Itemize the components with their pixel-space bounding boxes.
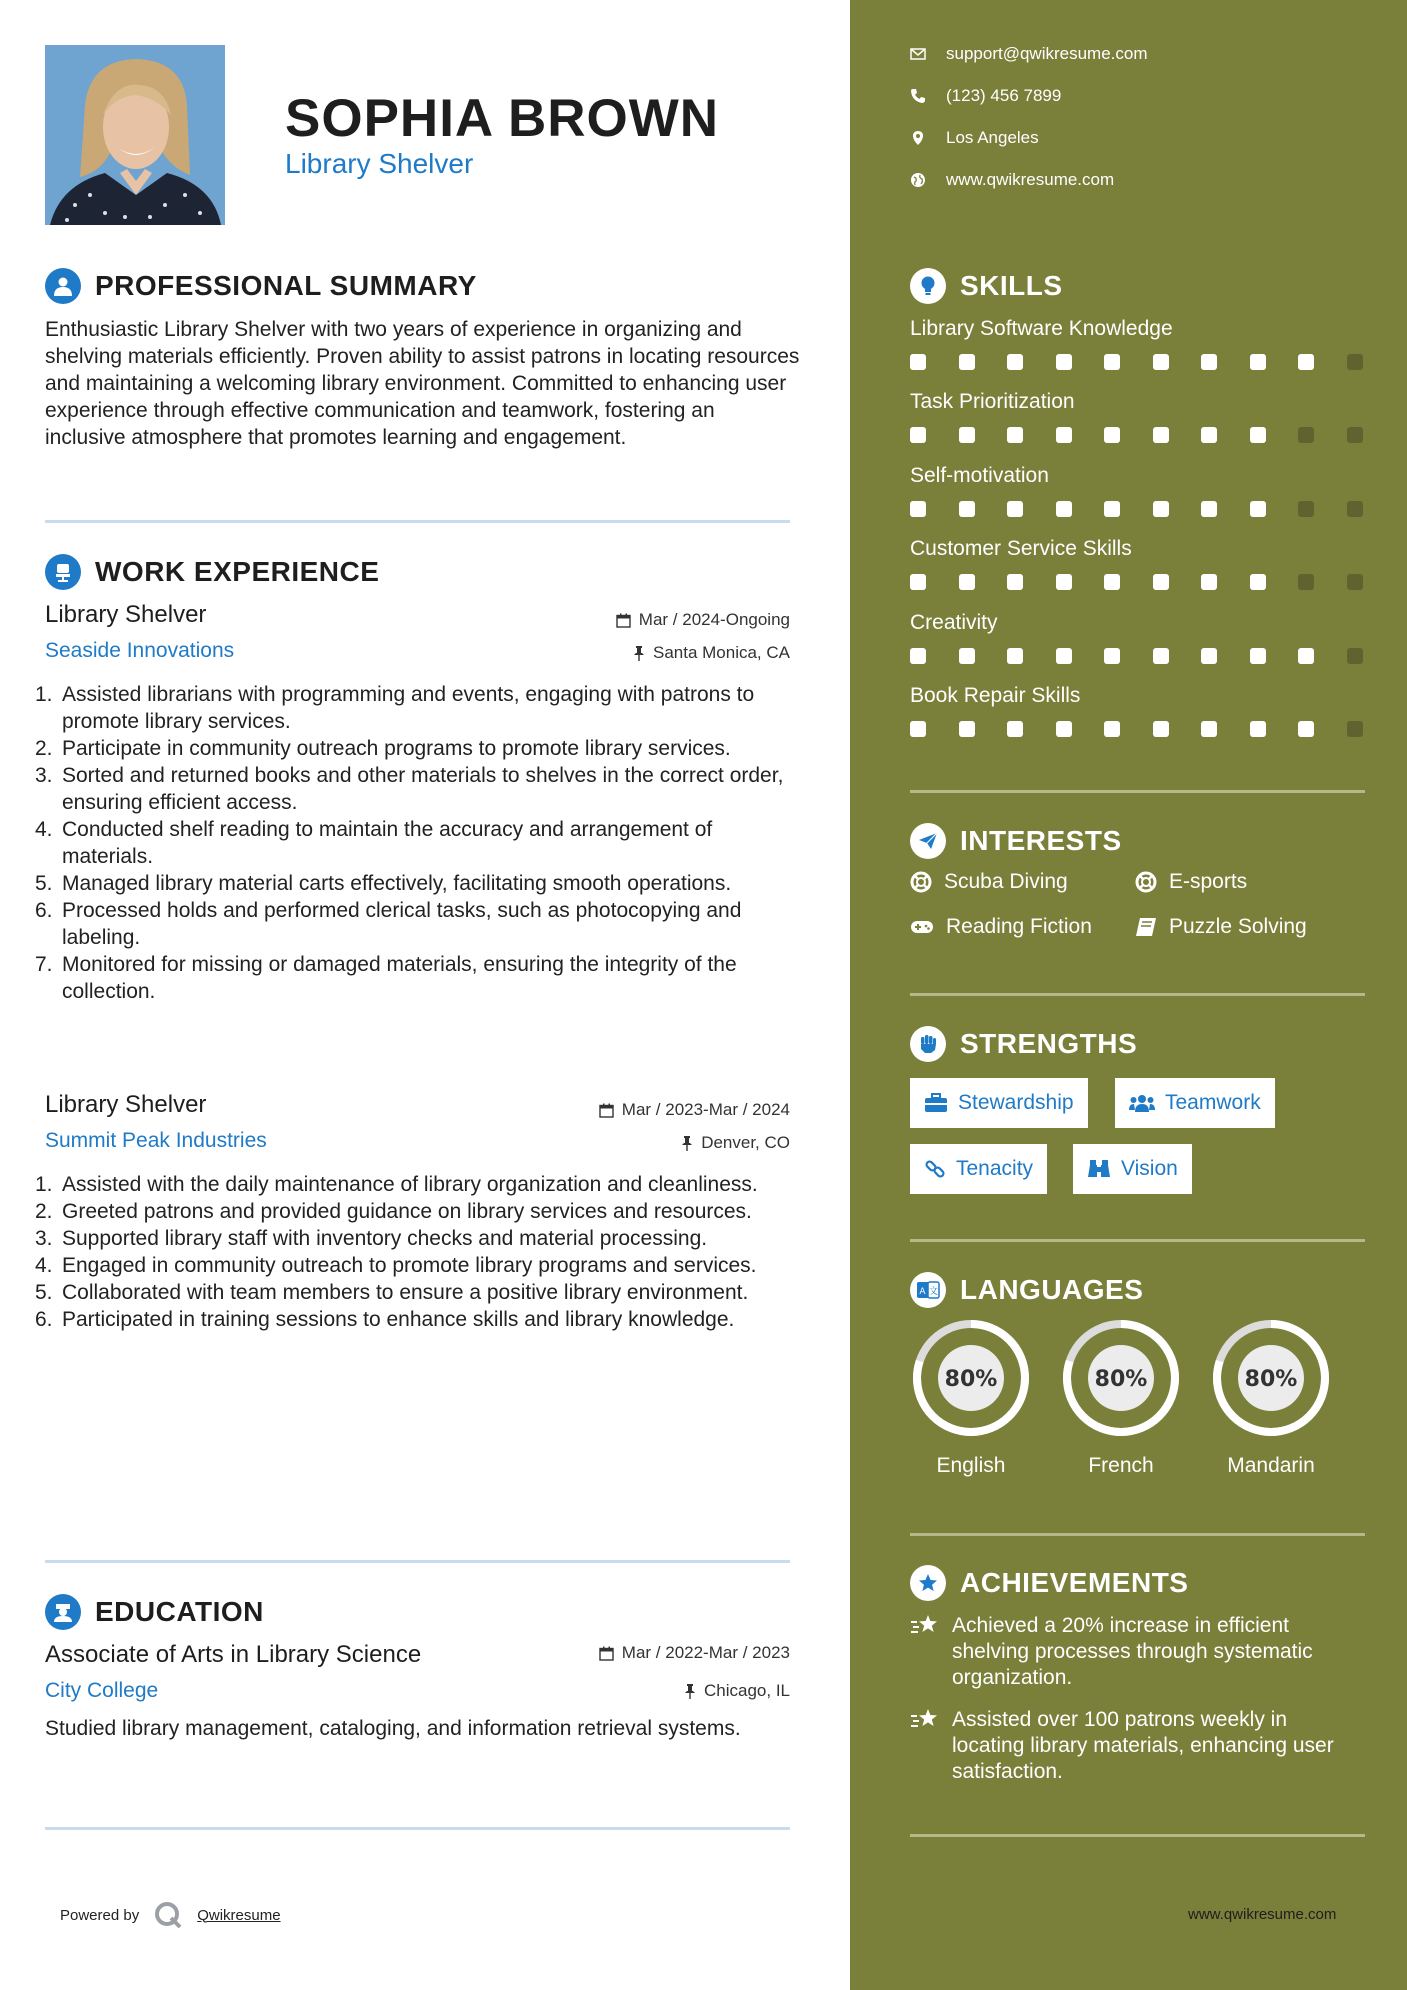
gamepad-icon <box>910 918 934 936</box>
skill-dot-filled <box>1153 501 1169 517</box>
language-name: French <box>1088 1454 1154 1477</box>
contact-phone-text: (123) 456 7899 <box>946 86 1062 105</box>
skill-dot-filled <box>959 427 975 443</box>
skill-dot-filled <box>1153 574 1169 590</box>
svg-text:A: A <box>919 1287 926 1297</box>
contact-location-text: Los Angeles <box>946 128 1039 147</box>
skill-dot-empty <box>1347 574 1363 590</box>
interest-item <box>910 870 1068 894</box>
skill-dot-empty <box>1347 501 1363 517</box>
list-item: 1. Assisted with the daily maintenance of library organization and cleanliness. <box>35 1173 758 1196</box>
skill-dot-filled <box>1153 721 1169 737</box>
interest-label: Scuba Diving <box>944 870 1068 893</box>
summary-heading <box>45 268 477 304</box>
pin-icon <box>684 1684 696 1699</box>
calendar-icon <box>616 613 631 628</box>
skill-dot-empty <box>1347 354 1363 370</box>
skill-dot-filled <box>1104 501 1120 517</box>
skill-dot-empty <box>1347 427 1363 443</box>
list-item: 5. Managed library material carts effectively, facilitating smooth operations. <box>35 872 732 895</box>
achievements-title: ACHIEVEMENTS <box>960 1567 1189 1598</box>
summary-text: Enthusiastic Library Shelver with two years of experience in organizing and shelving materials efficiently. Proven ability to assist patrons in locating resources and maintaining a welcoming library environment. Committed to enhancing user experience through effective communication and teamwork, fostering an inclusive atmosphere that promotes learning and engagement. <box>45 318 800 449</box>
map-pin-icon <box>910 130 926 146</box>
list-item: 4. Conducted shelf reading to maintain the accuracy and arrangement of materials. <box>35 818 713 868</box>
list-item: 6. Processed holds and performed clerical tasks, such as photocopying and labeling. <box>35 899 742 949</box>
skill-dot-filled <box>1104 721 1120 737</box>
divider <box>45 520 790 523</box>
skill-rating <box>910 648 1395 664</box>
svg-text:文: 文 <box>928 1287 939 1297</box>
skill-dot-filled <box>1056 574 1072 590</box>
skill-dot-filled <box>1007 427 1023 443</box>
school: City College <box>45 1679 159 1702</box>
skills-heading <box>910 268 1063 304</box>
divider <box>45 1827 790 1830</box>
shooting-star-icon <box>910 1613 940 1639</box>
skill-dot-filled <box>1104 354 1120 370</box>
interest-item <box>1135 870 1247 894</box>
languages-heading <box>910 1272 1143 1308</box>
interest-item <box>1135 915 1307 939</box>
link-icon <box>924 1158 946 1180</box>
interests-heading <box>910 823 1122 859</box>
language-gauge <box>1210 1317 1332 1444</box>
strengths-title: STRENGTHS <box>960 1028 1138 1059</box>
skill-dot-filled <box>1056 721 1072 737</box>
skill-dot-filled <box>1298 721 1314 737</box>
skill-rating <box>910 574 1395 590</box>
user-icon <box>45 268 81 304</box>
skill-name: Library Software Knowledge <box>910 317 1173 340</box>
job-title: Library Shelver <box>45 601 207 628</box>
pin-icon <box>633 646 645 661</box>
achievement-item <box>910 1613 1360 1691</box>
skill-dot-filled <box>1007 501 1023 517</box>
job-date <box>616 610 790 630</box>
interest-item <box>910 915 1092 939</box>
skill-dot-filled <box>910 648 926 664</box>
skill-dot-filled <box>1104 648 1120 664</box>
graduate-icon <box>45 1594 81 1630</box>
divider <box>910 1533 1365 1536</box>
divider <box>910 1834 1365 1837</box>
binoculars-icon <box>1087 1159 1111 1179</box>
strength-chip <box>910 1144 1047 1194</box>
skill-dot-filled <box>1007 354 1023 370</box>
list-item: 7. Monitored for missing or damaged materials, ensuring the integrity of the collection. <box>35 953 737 1003</box>
skill-rating <box>910 354 1395 370</box>
strength-label: Tenacity <box>956 1157 1034 1180</box>
job-location <box>633 643 790 663</box>
strength-label: Vision <box>1121 1157 1178 1180</box>
profile-photo <box>45 45 225 225</box>
job-date-text: Mar / 2023-Mar / 2024 <box>621 1100 790 1119</box>
job-date-text: Mar / 2024-Ongoing <box>638 610 790 629</box>
contact-email-text: support@qwikresume.com <box>946 44 1148 63</box>
skill-dot-filled <box>1007 648 1023 664</box>
candidate-name: SOPHIA BROWN <box>285 89 720 148</box>
interests-title: INTERESTS <box>960 825 1122 856</box>
pin-icon <box>681 1136 693 1151</box>
book-icon <box>1135 917 1157 937</box>
list-item: 2. Participate in community outreach programs to promote library services. <box>35 737 731 760</box>
skill-dot-filled <box>910 721 926 737</box>
skill-dot-filled <box>1056 427 1072 443</box>
qwikresume-link[interactable]: Qwikresume <box>197 1906 281 1924</box>
job-location <box>681 1133 790 1153</box>
skill-dot-filled <box>1104 427 1120 443</box>
strength-chip <box>1115 1078 1275 1128</box>
skill-dot-empty <box>1347 721 1363 737</box>
achievements-heading <box>910 1565 1188 1601</box>
skill-dot-filled <box>1201 721 1217 737</box>
skill-rating <box>910 501 1395 517</box>
education-date <box>599 1643 790 1663</box>
skill-dot-filled <box>1250 427 1266 443</box>
skill-dot-filled <box>1201 574 1217 590</box>
skill-dot-filled <box>910 427 926 443</box>
job-duties-list <box>35 681 800 1005</box>
footer-website[interactable]: www.qwikresume.com <box>1188 1906 1337 1923</box>
skill-dot-filled <box>1056 648 1072 664</box>
skill-dot-empty <box>1347 648 1363 664</box>
education-heading <box>45 1594 264 1630</box>
strength-chip <box>910 1078 1088 1128</box>
briefcase-chair-icon <box>45 554 81 590</box>
interest-label: Reading Fiction <box>946 915 1092 938</box>
phone-icon <box>910 88 926 104</box>
divider <box>910 790 1365 793</box>
shooting-star-icon <box>910 1707 940 1733</box>
skill-dot-filled <box>1153 648 1169 664</box>
education-title: EDUCATION <box>95 1596 264 1627</box>
skill-dot-filled <box>1250 648 1266 664</box>
job-location-text: Denver, CO <box>701 1133 790 1152</box>
skill-rating <box>910 721 1395 737</box>
skill-dot-filled <box>1153 354 1169 370</box>
strength-label: Stewardship <box>958 1091 1074 1114</box>
skill-dot-filled <box>910 354 926 370</box>
skill-dot-filled <box>959 648 975 664</box>
list-item: 3. Sorted and returned books and other materials to shelves in the correct order, ensuring efficient access. <box>35 764 784 814</box>
users-icon <box>1129 1093 1155 1113</box>
skill-dot-filled <box>1250 721 1266 737</box>
language-name: English <box>936 1454 1006 1477</box>
sidebar <box>850 0 1407 1990</box>
skill-dot-filled <box>1201 648 1217 664</box>
contact-website-text: www.qwikresume.com <box>946 170 1115 189</box>
job-title: Library Shelver <box>45 1091 207 1118</box>
list-item: 6. Participated in training sessions to enhance skills and library knowledge. <box>35 1308 735 1331</box>
list-item: 4. Engaged in community outreach to promote library programs and services. <box>35 1254 757 1277</box>
skill-dot-filled <box>1298 354 1314 370</box>
list-item: 5. Collaborated with team members to ensure a positive library environment. <box>35 1281 749 1304</box>
lifebuoy-icon <box>1135 871 1157 893</box>
skill-dot-filled <box>959 354 975 370</box>
education-location <box>684 1681 790 1701</box>
education-description: Studied library management, cataloging, and information retrieval systems. <box>45 1717 741 1740</box>
interest-label: Puzzle Solving <box>1169 915 1307 938</box>
contact-website[interactable] <box>910 170 1114 190</box>
job-company: Seaside Innovations <box>45 639 235 662</box>
skill-dot-filled <box>1007 574 1023 590</box>
job-location-text: Santa Monica, CA <box>652 643 790 662</box>
contact-location <box>910 128 1039 148</box>
skill-name: Book Repair Skills <box>910 684 1081 707</box>
toolbox-icon <box>924 1093 948 1113</box>
job-duties-list <box>35 1171 800 1333</box>
language-gauge <box>1060 1317 1182 1444</box>
skill-dot-filled <box>1056 501 1072 517</box>
achievement-item <box>910 1707 1360 1785</box>
globe-icon <box>910 172 926 188</box>
language-percent: 80% <box>944 1367 998 1392</box>
job-company: Summit Peak Industries <box>45 1129 267 1152</box>
powered-by <box>60 1900 281 1930</box>
lifebuoy-icon <box>910 871 932 893</box>
skill-dot-filled <box>1056 354 1072 370</box>
skill-dot-filled <box>1298 648 1314 664</box>
calendar-icon <box>599 1103 614 1118</box>
language-name: Mandarin <box>1227 1454 1315 1477</box>
skill-name: Customer Service Skills <box>910 537 1132 560</box>
experience-title: WORK EXPERIENCE <box>95 556 380 587</box>
language-percent: 80% <box>1094 1367 1148 1392</box>
list-item: 3. Supported library staff with inventory checks and material processing. <box>35 1227 708 1250</box>
list-item: 1. Assisted librarians with programming and events, engaging with patrons to promote library services. <box>35 683 755 733</box>
divider <box>45 1560 790 1563</box>
contact-email[interactable] <box>910 44 1148 64</box>
qwikresume-logo-icon <box>153 1900 183 1930</box>
skill-dot-filled <box>910 501 926 517</box>
skill-dot-filled <box>1250 501 1266 517</box>
language-gauge <box>910 1317 1032 1444</box>
skill-dot-filled <box>910 574 926 590</box>
skill-dot-filled <box>1153 427 1169 443</box>
skill-name: Self-motivation <box>910 464 1049 487</box>
degree: Associate of Arts in Library Science <box>45 1641 422 1668</box>
divider <box>910 1239 1365 1242</box>
skill-name: Creativity <box>910 611 998 634</box>
job-date <box>599 1100 790 1120</box>
skill-dot-filled <box>1201 501 1217 517</box>
skill-rating <box>910 427 1395 443</box>
skill-dot-filled <box>1201 427 1217 443</box>
skill-dot-empty <box>1298 501 1314 517</box>
summary-title: PROFESSIONAL SUMMARY <box>95 270 477 301</box>
skill-dot-filled <box>1250 354 1266 370</box>
skills-title: SKILLS <box>960 270 1063 301</box>
education-date-text: Mar / 2022-Mar / 2023 <box>621 1643 790 1662</box>
list-item: 2. Greeted patrons and provided guidance on library services and resources. <box>35 1200 752 1223</box>
star-badge-icon <box>910 1565 946 1601</box>
skill-dot-filled <box>959 721 975 737</box>
divider <box>910 993 1365 996</box>
envelope-icon <box>910 46 926 62</box>
skill-dot-filled <box>1007 721 1023 737</box>
contact-phone[interactable] <box>910 86 1061 106</box>
achievement-text: Assisted over 100 patrons weekly in locating library materials, enhancing user satisfaction. <box>952 1708 1334 1783</box>
strength-label: Teamwork <box>1165 1091 1261 1114</box>
languages-title: LANGUAGES <box>960 1274 1144 1305</box>
candidate-title: Library Shelver <box>285 148 474 179</box>
skill-dot-filled <box>1104 574 1120 590</box>
language-icon <box>910 1272 946 1308</box>
paper-plane-icon <box>910 823 946 859</box>
language-percent: 80% <box>1244 1367 1298 1392</box>
strength-chip <box>1073 1144 1192 1194</box>
skill-name: Task Prioritization <box>910 390 1075 413</box>
lightbulb-icon <box>910 268 946 304</box>
education-location-text: Chicago, IL <box>704 1681 790 1700</box>
calendar-icon <box>599 1646 614 1661</box>
achievement-text: Achieved a 20% increase in efficient shelving processes through systematic organization. <box>952 1614 1313 1689</box>
skill-dot-filled <box>959 574 975 590</box>
interest-label: E-sports <box>1169 870 1248 893</box>
fist-icon <box>910 1026 946 1062</box>
skill-dot-empty <box>1298 427 1314 443</box>
experience-heading <box>45 554 379 590</box>
strengths-heading <box>910 1026 1137 1062</box>
powered-by-label: Powered by <box>60 1906 140 1924</box>
skill-dot-filled <box>1250 574 1266 590</box>
skill-dot-filled <box>959 501 975 517</box>
skill-dot-filled <box>1201 354 1217 370</box>
skill-dot-empty <box>1298 574 1314 590</box>
